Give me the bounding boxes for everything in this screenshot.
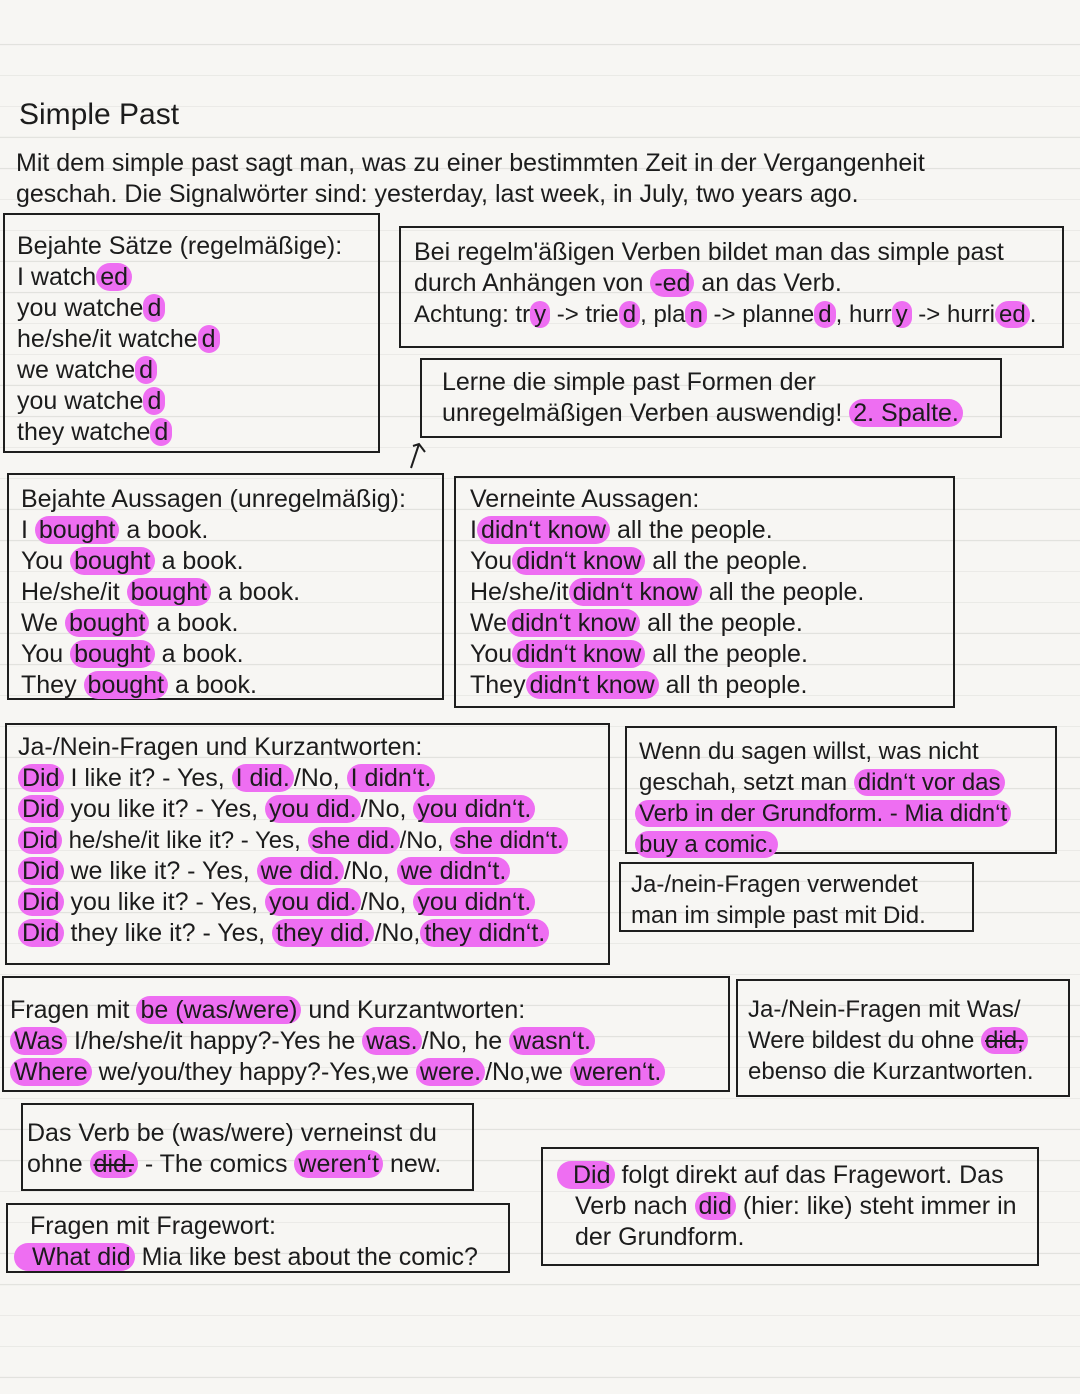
question-line: Did we like it? - Yes, we did. /No, we didn‘t.: [18, 856, 510, 887]
irregular-line: I bought a book.: [21, 516, 209, 544]
arrow-icon: [405, 440, 431, 470]
note-line: man im simple past mit Did.: [631, 902, 926, 929]
question-line: Did they like it? - Yes, they did. /No, they didn‘t.: [18, 918, 549, 949]
negative-line: We didn‘t know all the people.: [470, 609, 803, 637]
note-line: Wenn du sagen willst, was nicht: [639, 738, 979, 765]
question-line: Did he/she/it like it? - Yes, she did. /No, she didn‘t.: [18, 825, 568, 856]
negative-box: [454, 476, 955, 708]
negative-line: I didn‘t know all the people.: [470, 516, 773, 544]
regular-line: you watche d: [17, 293, 165, 324]
irregular-line: He/she/it bought a book.: [21, 578, 301, 606]
wh-questions-box: [6, 1203, 510, 1273]
regular-rule-box: [399, 226, 1064, 348]
regular-line: they watche d: [17, 417, 172, 448]
note-line: ohne did. - The comics weren‘t new.: [27, 1150, 442, 1178]
note-line: Were bildest du ohne did,: [748, 1025, 1028, 1056]
question-line: Did I like it? - Yes, I did. /No, I didn‘t.: [18, 763, 435, 794]
intro-line: geschah. Die Signalwörter sind: yesterday, last week, in July, two years ago.: [16, 180, 859, 208]
negative-line: They didn‘t know all th people.: [470, 671, 808, 699]
be-line: Was I/he/she/it happy?-Yes he was. /No, he wasn‘t.: [10, 1026, 595, 1057]
rule-line: Bei regelm'äßigen Verben bildet man das simple past: [414, 238, 1004, 266]
note-line: Ja-/Nein-Fragen mit Was/: [748, 996, 1021, 1023]
note-line: ebenso die Kurzantworten.: [748, 1058, 1034, 1085]
did-position-box: [541, 1147, 1039, 1266]
negative-line: He/she/it didn‘t know all the people.: [470, 578, 865, 606]
negative-line: You didn‘t know all the people.: [470, 547, 808, 575]
didnt-note-box: [625, 726, 1057, 858]
note-line: Ja-/nein-Fragen verwendet: [631, 871, 918, 898]
be-negation-box: [21, 1103, 474, 1191]
question-line: Did you like it? - Yes, you did. /No, you didn‘t.: [18, 794, 535, 825]
rule-line-achtung: Achtung: tr y -> trie d , pla n -> planne d , hurr y -> hurri ed .: [414, 301, 1037, 328]
irregular-line: We bought a book.: [21, 609, 239, 637]
be-line: Where we/you/they happy?-Yes,we were. /No,we weren‘t.: [10, 1057, 665, 1088]
irregular-line: They bought a book.: [21, 671, 257, 699]
wh-line: What did Mia like best about the comic?: [14, 1242, 478, 1273]
note-line: buy a comic.: [635, 829, 778, 860]
note-line: Verb nach did (hier: like) steht immer in: [575, 1192, 1017, 1220]
questions-heading: Ja-/Nein-Fragen und Kurzantworten:: [18, 733, 423, 761]
regular-line: I watch ed: [17, 262, 132, 293]
irregular-heading: Bejahte Aussagen (unregelmäßig):: [21, 485, 406, 513]
note-line: Did folgt direkt auf das Fragewort. Das: [557, 1160, 1004, 1191]
negative-line: You didn‘t know all the people.: [470, 640, 808, 668]
be-heading: Fragen mit be (was/were) und Kurzantworten:: [10, 996, 526, 1024]
learn-line: Lerne die simple past Formen der: [442, 368, 816, 396]
regular-line: he/she/it watche d: [17, 324, 220, 355]
page-title: Simple Past: [19, 98, 180, 131]
regular-line: you watche d: [17, 386, 165, 417]
be-questions-box: [2, 976, 730, 1092]
learn-box: [420, 358, 1002, 438]
intro-line: Mit dem simple past sagt man, was zu einer bestimmten Zeit in der Vergangenheit: [16, 149, 925, 177]
irregular-line: You bought a book.: [21, 640, 244, 668]
note-line: der Grundform.: [575, 1223, 745, 1251]
yes-no-questions-box: [5, 723, 610, 965]
note-line: Das Verb be (was/were) verneinst du: [27, 1119, 437, 1147]
intro-text: [16, 148, 925, 210]
question-line: Did you like it? - Yes, you did. /No, you didn‘t.: [18, 887, 535, 918]
irregular-line: You bought a book.: [21, 547, 244, 575]
rule-line: durch Anhängen von -ed an das Verb.: [414, 269, 842, 297]
irregular-verbs-box: [7, 473, 444, 700]
negative-heading: Verneinte Aussagen:: [470, 485, 700, 513]
regular-verbs-box: [3, 213, 380, 453]
be-note-box: [736, 979, 1070, 1097]
wh-heading: Fragen mit Fragewort:: [30, 1212, 276, 1240]
note-line: geschah, setzt man didn‘t vor das: [639, 767, 1005, 798]
learn-line: unregelmäßigen Verben auswendig! 2. Spalte.: [442, 398, 963, 429]
note-line: Verb in der Grundform. - Mia didn‘t: [635, 798, 1011, 829]
regular-line: we watche d: [17, 355, 157, 386]
did-note-box: [619, 862, 974, 932]
regular-heading: Bejahte Sätze (regelmäßige):: [17, 232, 343, 260]
